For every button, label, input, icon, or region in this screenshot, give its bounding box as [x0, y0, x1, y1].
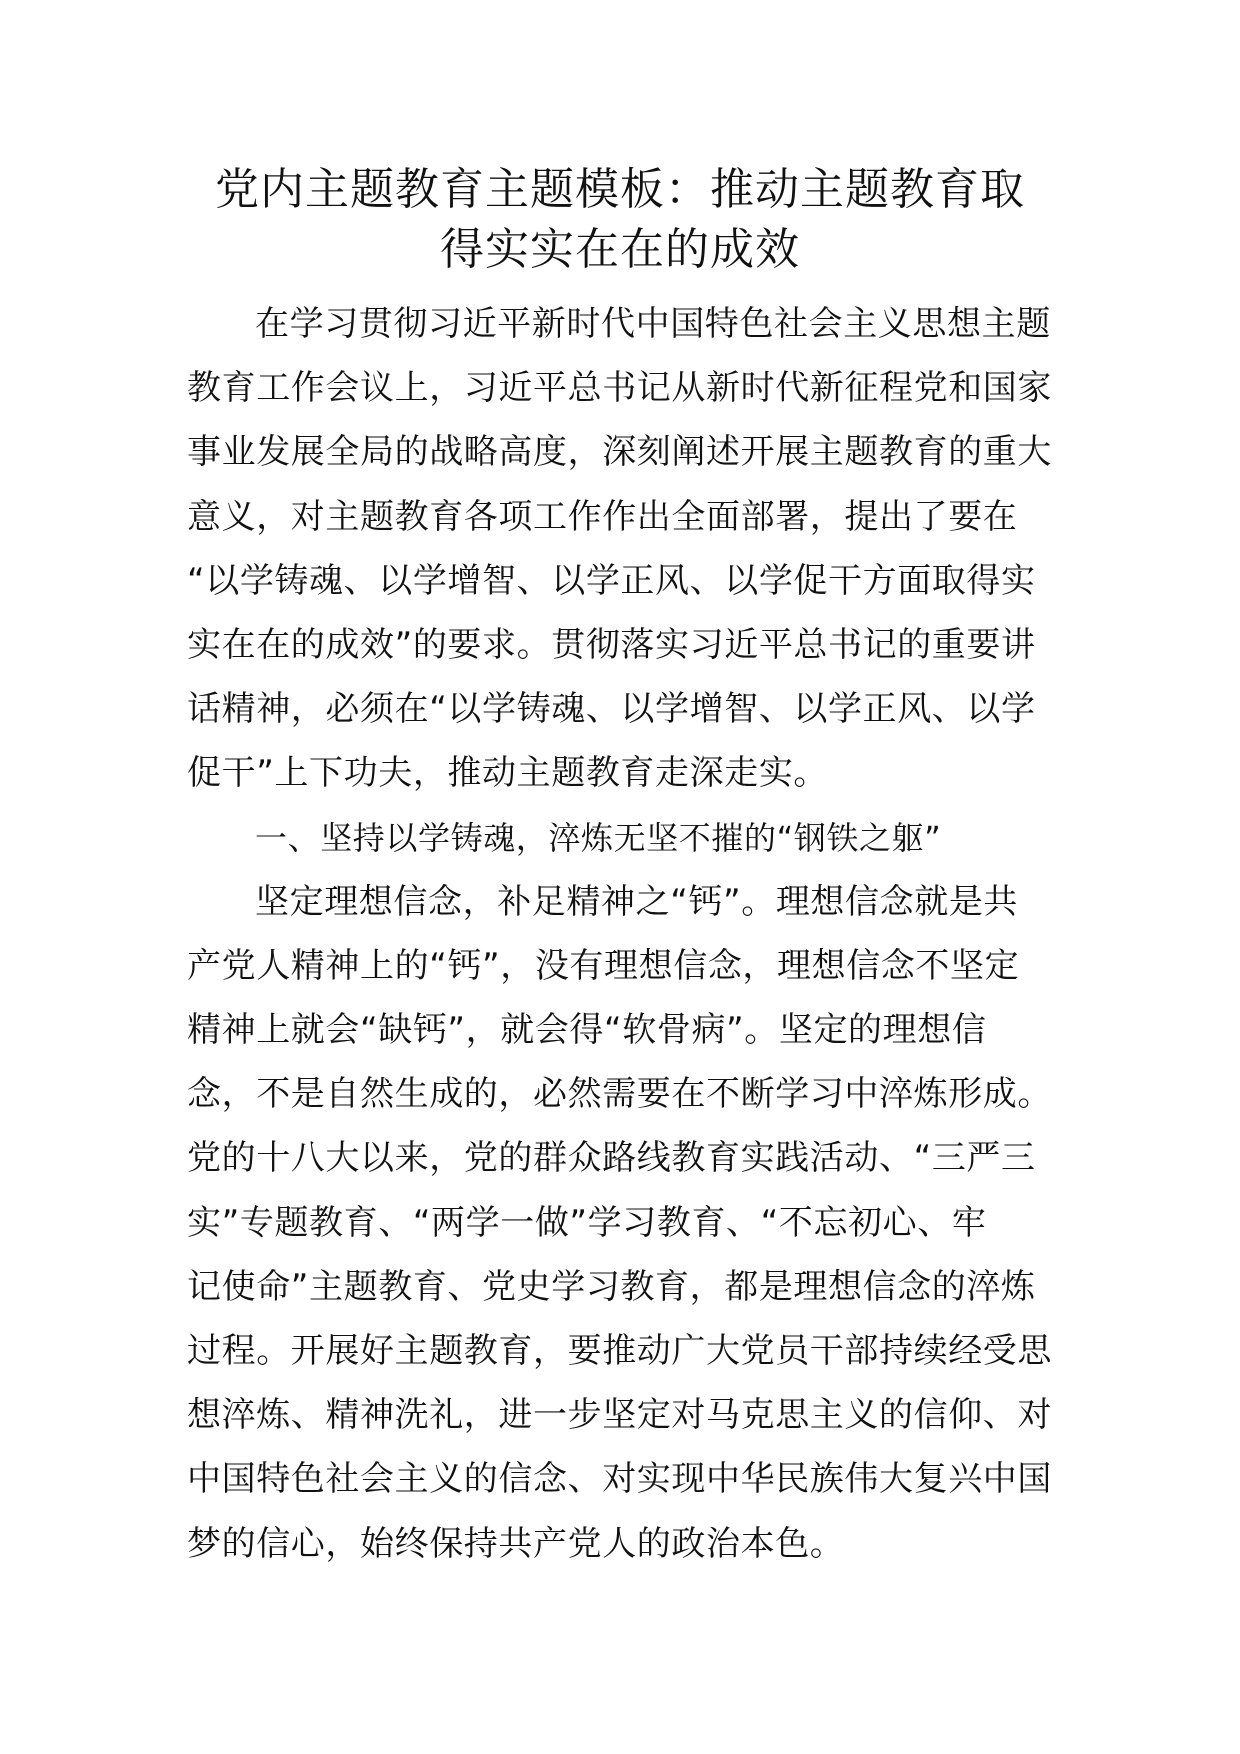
body-line: 党的十八大以来，党的群众路线教育实践活动、“三严三	[187, 1138, 1036, 1179]
body-line: 话精神，必须在“以学铸魂、以学增智、以学正风、以学	[187, 689, 1036, 730]
body-line: 实”专题教育、“两学一做”学习教育、“不忘初心、牢	[187, 1202, 987, 1243]
document-title	[150, 160, 1090, 280]
body-line: 在学习贯彻习近平新时代中国特色社会主义思想主题	[255, 304, 1051, 344]
document-body	[187, 292, 1067, 1576]
body-line: 事业发展全局的战略高度，深刻阐述开展主题教育的重大	[187, 432, 1052, 473]
body-line: 促干”上下功夫，推动主题教育走深走实。	[187, 753, 829, 794]
body-line: “以学铸魂、以学增智、以学正风、以学促干方面取得实	[187, 560, 1036, 601]
title-line-1: 党内主题教育主题模板：推动主题教育取	[215, 164, 1025, 215]
section-heading: 一、坚持以学铸魂，淬炼无坚不摧的“钢铁之躯”	[255, 818, 942, 857]
body-line: 教育工作会议上，习近平总书记从新时代新征程党和国家	[187, 368, 1052, 409]
body-line: 梦的信心，始终保持共产党人的政治本色。	[187, 1523, 845, 1564]
body-line: 产党人精神上的“钙”，没有理想信念，理想信念不坚定	[187, 945, 1020, 986]
body-line: 记使命”主题教育、党史学习教育，都是理想信念的淬炼	[187, 1266, 1036, 1307]
body-line: 实在在的成效”的要求。贯彻落实习近平总书记的重要讲	[187, 624, 1036, 665]
body-line: 中国特色社会主义的信念、对实现中华民族伟大复兴中国	[187, 1459, 1052, 1500]
body-line: 坚定理想信念，补足精神之“钙”。理想信念就是共	[255, 881, 1019, 922]
body-line: 想淬炼、精神洗礼，进一步坚定对马克思主义的信仰、对	[187, 1395, 1052, 1436]
body-line: 意义，对主题教育各项工作作出全面部署，提出了要在	[187, 496, 1018, 537]
title-line-2: 得实实在在的成效	[440, 224, 800, 275]
body-line: 精神上就会“缺钙”，就会得“软骨病”。坚定的理想信	[187, 1010, 987, 1051]
body-line: 念，不是自然生成的，必然需要在不断学习中淬炼形成。	[187, 1074, 1052, 1115]
body-line: 过程。开展好主题教育，要推动广大党员干部持续经受思	[187, 1331, 1052, 1371]
